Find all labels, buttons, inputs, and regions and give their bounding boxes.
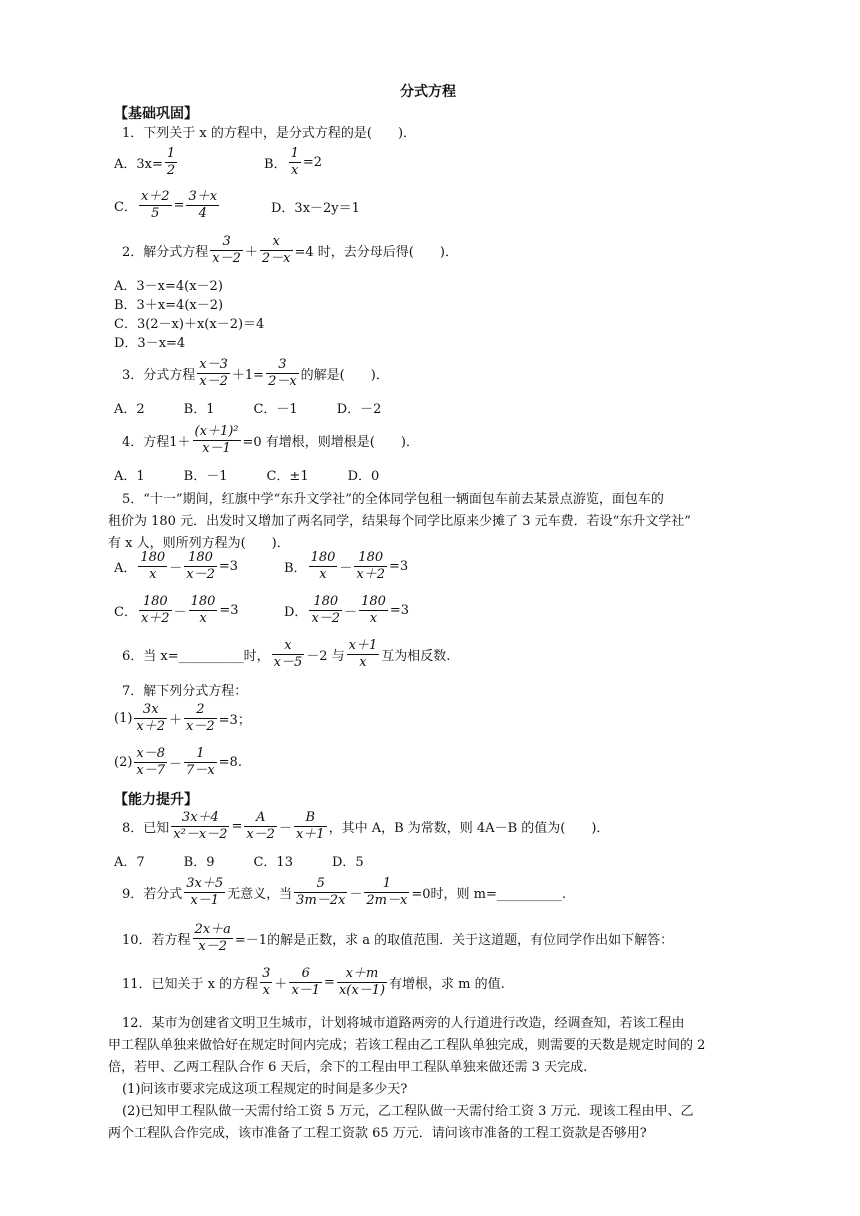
q11-prefix: 11．已知关于 x 的方程 — [122, 977, 259, 992]
q12-line1: 12．某市为创建省文明卫生城市，计划将城市道路两旁的人行道进行改造，经调查知，若该工程由 — [122, 1016, 685, 1031]
q1-b-frac — [289, 146, 301, 179]
q5-c-rhs: =3 — [219, 603, 239, 618]
q2-option-a: A．3－x=4(x－2) — [114, 279, 223, 294]
num: 1 — [166, 146, 176, 161]
q8-frac3 — [294, 810, 327, 843]
q1-b-prefix: B． — [264, 157, 287, 172]
q2-frac1 — [210, 234, 243, 267]
num: A — [244, 810, 277, 827]
den: x－2 — [198, 939, 228, 954]
den: x－1 — [291, 983, 321, 998]
q7-p1-label: (1) — [114, 711, 133, 726]
num: 180 — [140, 550, 166, 565]
q3-mid: ＋1= — [231, 368, 265, 383]
q10-stem — [122, 922, 673, 955]
den: x — [291, 163, 299, 178]
q5-a-label: A． — [114, 561, 137, 576]
den: x－2 — [212, 251, 241, 266]
q10-frac — [193, 922, 233, 955]
q6-prefix: 6．当 x=__________时， — [122, 649, 270, 664]
den: x＋2 — [136, 719, 166, 734]
q11-frac1 — [260, 966, 272, 999]
q8-suffix: ，其中 A，B 为常数，则 4A－B 的值为( )． — [328, 821, 610, 836]
q5-option-d — [284, 594, 409, 627]
den: x — [359, 655, 367, 670]
den: x－1 — [202, 441, 231, 456]
q9-mid: 无意义，当 — [227, 887, 293, 902]
den: x－2 — [311, 611, 341, 626]
q1-option-c — [114, 189, 221, 222]
num: 180 — [309, 594, 342, 611]
den: 3m－2x — [296, 893, 346, 908]
q10-suffix: =－1的解是正数，求 a 的取值范围．关于这道题，有位同学作出如下解答： — [234, 933, 674, 948]
q1-stem: 1．下列关于 x 的方程中，是分式方程的是( )． — [122, 126, 417, 141]
num: x — [272, 638, 305, 655]
q7-p2-label: (2) — [114, 755, 133, 770]
q2-option-c: C．3(2－x)＋x(x－2)＝4 — [114, 317, 265, 332]
q5-a-minus: － — [169, 561, 183, 576]
q5-d-label: D． — [284, 605, 308, 620]
q5-line2: 租价为 180 元．出发时又增加了两名同学，结果每个同学比原来少摊了 3 元车费．若设“东升文学社” — [108, 514, 691, 529]
q8-options: A．7 B．9 C．13 D．5 — [114, 855, 364, 870]
q2-option-d: D．3－x=4 — [114, 336, 186, 351]
q2-frac2 — [260, 234, 293, 267]
q7-p2-op: － — [169, 757, 183, 772]
q9-suffix: =0时，则 m=__________. — [411, 887, 566, 902]
q8-eq: = — [231, 819, 243, 834]
num: x－8 — [136, 746, 166, 761]
q1-option-d: D．3x－2y＝1 — [271, 201, 360, 216]
q11-suffix: 有增根，求 m 的值. — [389, 977, 505, 992]
q6-suffix: 互为相反数. — [381, 649, 451, 664]
q7-p2-rhs: =8. — [218, 755, 242, 770]
q1-c-frac2 — [186, 189, 219, 222]
q5-a-rhs: =3 — [218, 559, 239, 574]
q5-b-rhs: =3 — [389, 559, 409, 574]
den: 5 — [151, 206, 160, 221]
den: x－1 — [190, 893, 220, 908]
q1-a-frac — [165, 146, 177, 179]
den: x－2 — [186, 567, 215, 582]
q2-option-b: B．3＋x=4(x－2) — [114, 298, 224, 313]
den: x－2 — [246, 827, 275, 842]
den: x — [369, 611, 378, 626]
q4-suffix: =0 有增根，则增根是( )． — [242, 435, 419, 450]
q2-prefix: 2．解分式方程 — [122, 245, 209, 260]
q2-suffix: =4 时，去分母后得( )． — [294, 245, 458, 260]
q3-options: A．2 B．1 C．－1 D．－2 — [114, 402, 382, 417]
q4-prefix: 4．方程1＋ — [122, 435, 191, 450]
den: 4 — [198, 206, 207, 221]
q5-c-frac2 — [189, 594, 218, 627]
q6-frac1 — [272, 638, 305, 671]
page-title: 分式方程 — [400, 84, 456, 100]
den: x－7 — [136, 763, 166, 778]
q12-sub2-line2: 两个工程队合作完成，该市准备了工程工资款 65 万元．请问该市准备的工程工资款是否够用? — [108, 1126, 647, 1141]
q7-p2-frac1 — [134, 746, 167, 779]
num: 2x＋a — [194, 922, 231, 937]
q12-line2: 甲工程队单独来做恰好在规定时间内完成；若该工程由乙工程队单独完成，则需要的天数是规定时间的 2 — [108, 1038, 706, 1053]
q11-stem — [122, 966, 505, 999]
q4-stem — [122, 424, 419, 457]
q5-d-rhs: =3 — [389, 603, 410, 618]
q6-stem — [122, 638, 450, 671]
q3-suffix: 的解是( )． — [300, 368, 389, 383]
q7-p1-frac2 — [184, 702, 217, 735]
q3-frac2 — [266, 357, 299, 390]
q8-stem — [122, 810, 609, 843]
q11-plus: ＋ — [274, 977, 288, 992]
den: x — [149, 567, 157, 582]
num: x＋m — [337, 966, 387, 983]
q8-frac2 — [244, 810, 277, 843]
num: 3 — [262, 966, 271, 981]
den: x－2 — [186, 719, 215, 734]
q5-line1: 5．“十一”期间，红旗中学“东升文学社”的全体同学包租一辆面包车前去某景点游览，面包车的 — [122, 492, 664, 507]
q9-frac3 — [364, 876, 409, 909]
num: 2 — [184, 702, 217, 719]
num: 180 — [139, 594, 172, 611]
q5-d-minus: － — [344, 605, 358, 620]
q9-stem — [122, 876, 566, 909]
q11-frac2 — [289, 966, 322, 999]
den: x — [262, 983, 270, 998]
q8-frac1 — [171, 810, 229, 843]
num: 3x — [134, 702, 167, 719]
q4-options: A．1 B．－1 C．±1 D．0 — [114, 469, 380, 484]
q12-line3: 倍，若甲、乙两工程队合作 6 天后，余下的工程由甲工程队单独来做还需 3 天完成. — [108, 1060, 588, 1075]
num: 3＋x — [188, 189, 218, 204]
q5-option-b — [284, 550, 408, 583]
den: 2m－x — [366, 893, 408, 908]
den: x²－x－2 — [173, 827, 228, 842]
q7-p2-frac2 — [184, 746, 217, 779]
num: x－3 — [199, 357, 228, 372]
den: 2－x — [261, 251, 291, 266]
q5-b-frac2 — [354, 550, 387, 583]
q10-prefix: 10．若方程 — [122, 933, 191, 948]
den: 2 — [166, 163, 176, 178]
q3-stem — [122, 357, 389, 390]
den: x＋2 — [140, 611, 170, 626]
q11-eq: = — [324, 975, 335, 990]
den: 2－x — [268, 374, 297, 389]
num: 1 — [290, 146, 299, 161]
q5-d-frac1 — [309, 594, 342, 627]
q6-mid: －2 与 — [306, 649, 345, 664]
q9-frac2 — [294, 876, 347, 909]
q5-a-frac1 — [138, 550, 167, 583]
q1-c-frac1 — [139, 189, 172, 222]
num: x — [260, 234, 293, 251]
den: x(x－1) — [338, 983, 386, 998]
num: 180 — [354, 550, 387, 567]
q7-p1-frac1 — [134, 702, 167, 735]
q1-option-a — [114, 146, 179, 179]
q1-c-prefix: C． — [114, 200, 137, 215]
q8-minus: － — [278, 821, 292, 836]
den: x — [199, 611, 207, 626]
q12-sub2-line1: (2)已知甲工程队做一天需付给工资 5 万元，乙工程队做一天需付给工资 3 万元．现该工程由甲、乙 — [122, 1104, 694, 1119]
den: x＋1 — [295, 827, 325, 842]
q5-d-frac2 — [359, 594, 388, 627]
q7-p1-rhs: =3； — [218, 713, 251, 728]
q11-frac3 — [337, 966, 387, 999]
num: 180 — [310, 550, 336, 565]
num: 6 — [289, 966, 322, 983]
q5-c-label: C． — [114, 605, 137, 620]
q5-option-a — [114, 550, 238, 583]
num: 3 — [210, 234, 243, 251]
q9-frac1 — [184, 876, 225, 909]
q7-part1 — [114, 702, 251, 735]
q5-a-frac2 — [184, 550, 217, 583]
q4-frac — [193, 424, 241, 457]
q2-stem — [122, 234, 458, 267]
q5-b-frac1 — [309, 550, 338, 583]
den: x＋2 — [356, 567, 386, 582]
num: 180 — [184, 550, 217, 567]
num: 180 — [361, 594, 386, 609]
q6-frac2 — [347, 638, 380, 671]
num: x＋2 — [140, 189, 170, 204]
q1-a-prefix: A．3x= — [114, 157, 163, 172]
q5-c-frac1 — [139, 594, 172, 627]
num: 1 — [184, 746, 217, 763]
q9-minus: － — [349, 887, 363, 902]
num: 3 — [266, 357, 299, 374]
q7-p1-op: ＋ — [169, 713, 183, 728]
num: B — [294, 810, 327, 827]
q5-line3: 有 x 人，则所列方程为( )． — [108, 536, 290, 551]
q7-stem: 7．解下列分式方程： — [122, 684, 248, 699]
q5-b-label: B． — [284, 561, 307, 576]
q7-part2 — [114, 746, 242, 779]
section-basic: 【基础巩固】 — [114, 106, 198, 122]
q2-plus: ＋ — [244, 245, 258, 260]
num: 5 — [294, 876, 347, 893]
q3-prefix: 3．分式方程 — [122, 368, 196, 383]
num: 180 — [190, 594, 216, 609]
den: x－2 — [199, 374, 228, 389]
q5-b-minus: － — [339, 561, 353, 576]
q9-prefix: 9．若分式 — [122, 887, 183, 902]
section-advanced: 【能力提升】 — [114, 792, 198, 808]
q12-sub1: (1)问该市要求完成这项工程规定的时间是多少天? — [122, 1082, 408, 1097]
q1-option-b — [264, 146, 322, 179]
num: 3x＋4 — [171, 810, 229, 827]
q5-c-minus: － — [173, 605, 187, 620]
q1-c-mid: = — [173, 198, 185, 213]
den: x－5 — [273, 655, 303, 670]
q8-prefix: 8．已知 — [122, 821, 170, 836]
num: 1 — [364, 876, 409, 893]
q5-option-c — [114, 594, 239, 627]
den: x — [319, 567, 327, 582]
num: 3x＋5 — [186, 876, 224, 891]
q1-b-suffix: =2 — [302, 155, 323, 170]
num: x＋1 — [348, 638, 378, 653]
den: 7－x — [186, 763, 215, 778]
q3-frac1 — [197, 357, 230, 390]
num: (x＋1)² — [194, 424, 239, 439]
